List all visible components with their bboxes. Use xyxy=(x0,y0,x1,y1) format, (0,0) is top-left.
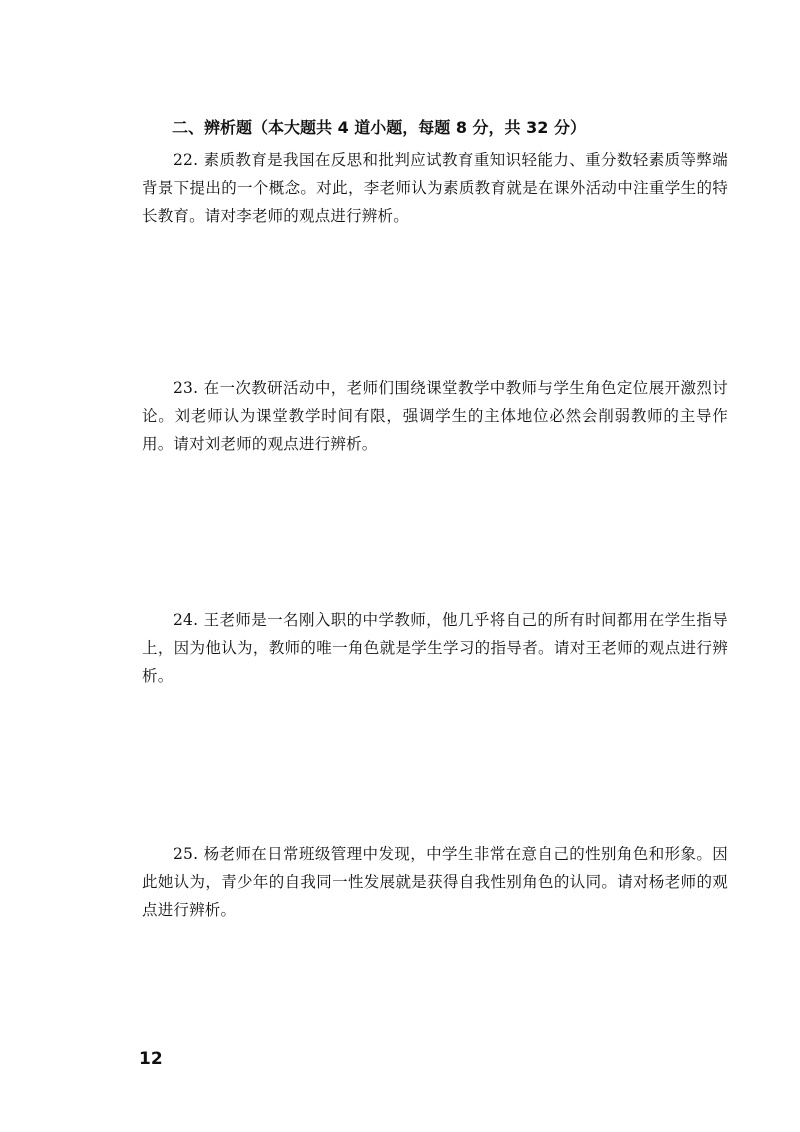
question-24: 24. 王老师是一名刚入职的中学教师，他几乎将自己的所有时间都用在学生指导上，因为他认为，教师的唯一角色就是学生学习的指导者。请对王老师的观点进行辨析。 xyxy=(142,611,728,685)
question-23: 23. 在一次教研活动中，老师们围绕课堂教学中教师与学生角色定位展开激烈讨论。刘老师认为课堂教学时间有限，强调学生的主体地位必然会削弱教师的主导作用。请对刘老师的观点进行辨析。 xyxy=(142,379,728,453)
section-title: 二、辨析题（本大题共 4 道小题，每题 8 分，共 32 分） xyxy=(172,118,586,137)
page-number: 12 xyxy=(139,1049,163,1069)
question-25: 25. 杨老师在日常班级管理中发现，中学生非常在意自己的性别角色和形象。因此她认为，青少年的自我同一性发展就是获得自我性别角色的认同。请对杨老师的观点进行辨析。 xyxy=(142,845,728,919)
question-22: 22. 素质教育是我国在反思和批判应试教育重知识轻能力、重分数轻素质等弊端背景下提出的一个概念。对此，李老师认为素质教育就是在课外活动中注重学生的特长教育。请对李老师的观点进行辨析。 xyxy=(142,151,728,225)
